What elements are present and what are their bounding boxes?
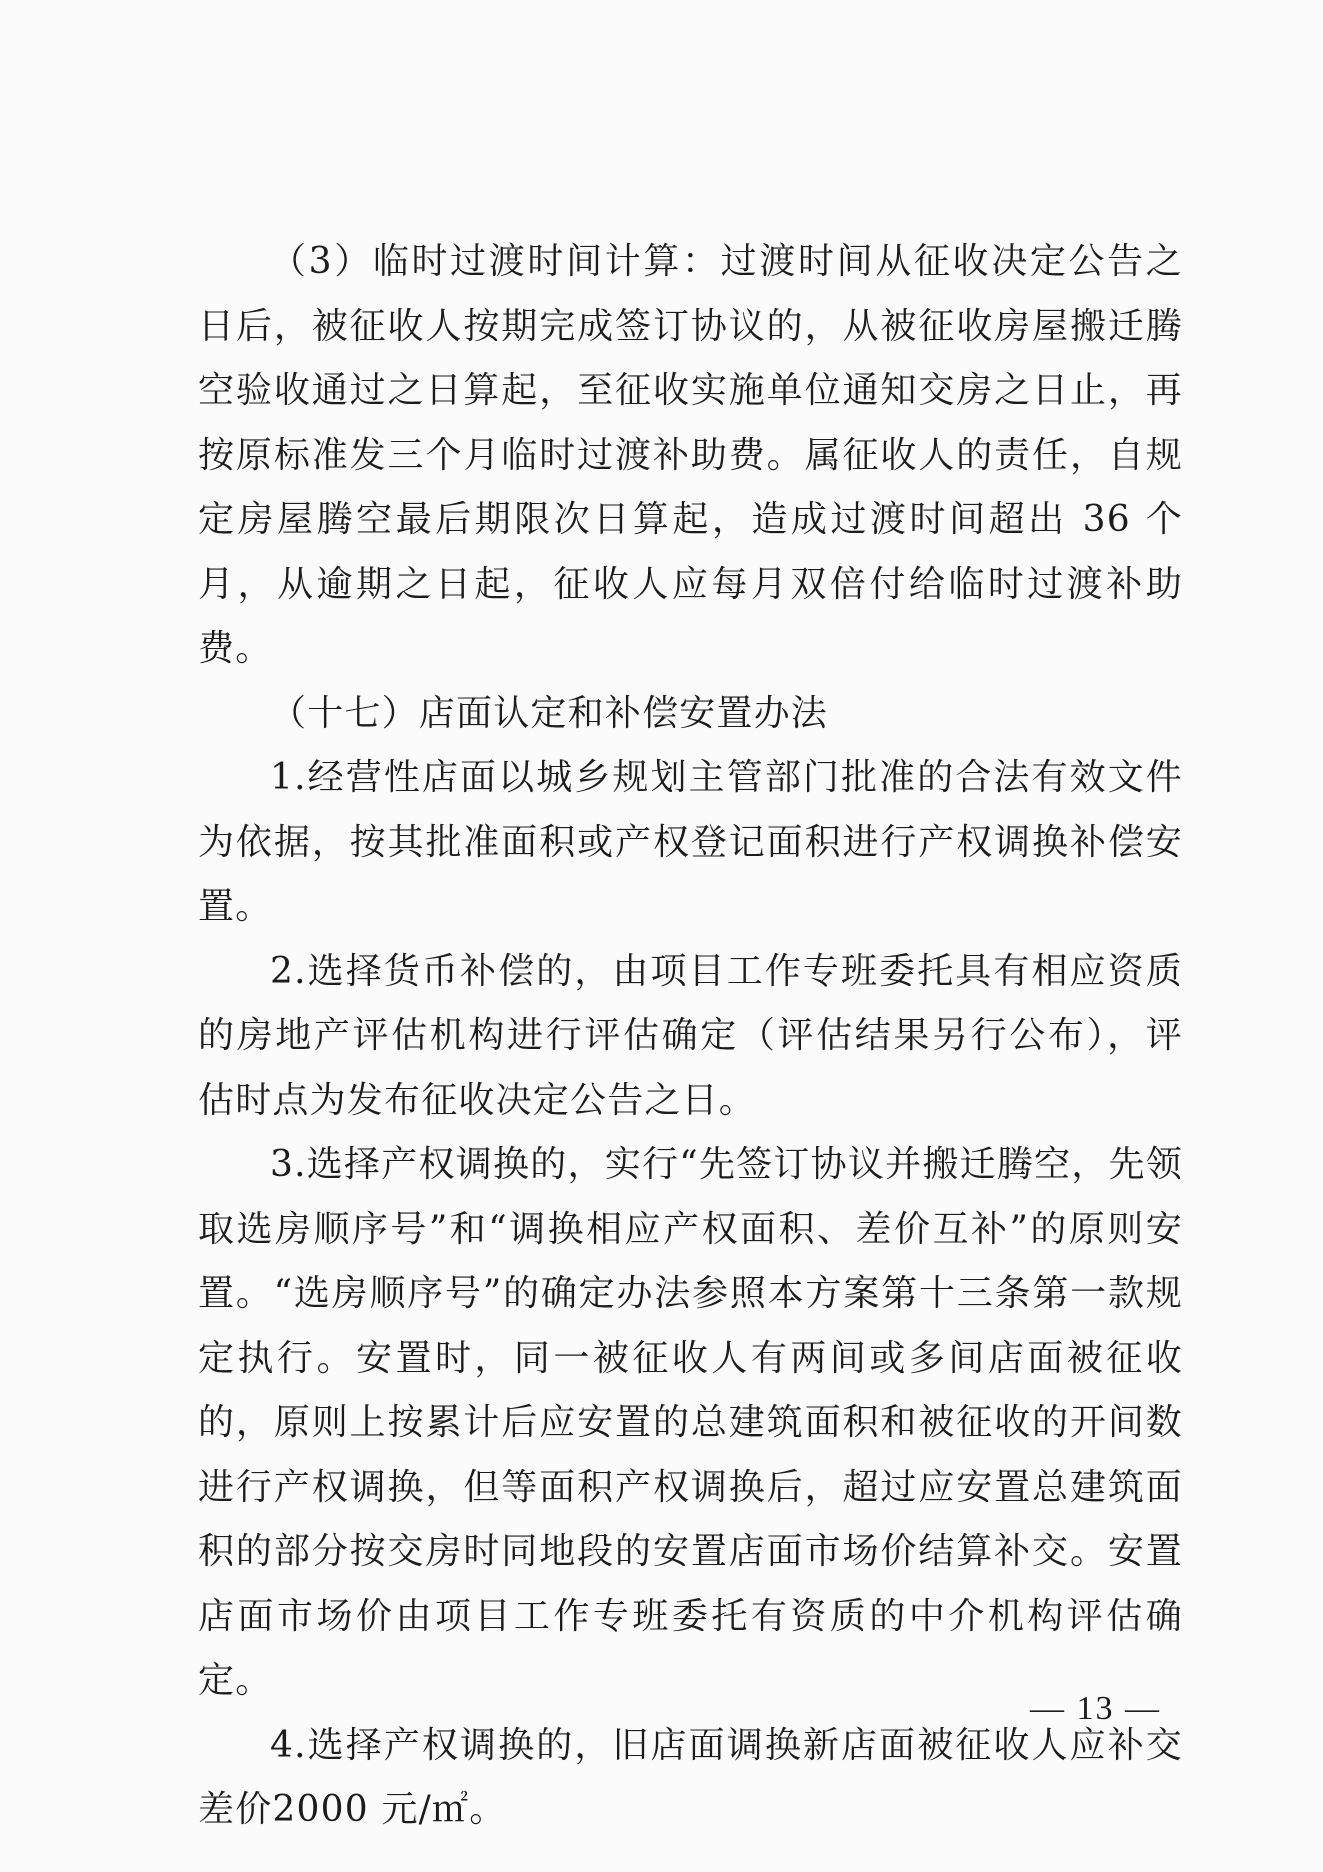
page-number: — 13 — bbox=[1030, 1690, 1161, 1727]
paragraph-transition-time: （3）临时过渡时间计算：过渡时间从征收决定公告之日后，被征收人按期完成签订协议的，从被征收房屋搬迁腾空验收通过之日算起，至征收实施单位通知交房之日止，再按原标准发三个月临时过渡补助费。属征收人的责任，自规定房屋腾空最后期限次日算起，造成过渡时间超出 36 个月，从逾期之日起，征收人应每月双倍付给临时过渡补助费。 bbox=[198, 241, 1183, 669]
section-heading-17: （十七）店面认定和补偿安置办法 bbox=[270, 692, 829, 734]
paragraph-item-1: 1.经营性店面以城乡规划主管部门批准的合法有效文件为依据，按其批准面积或产权登记面积进行产权调换补偿安置。 bbox=[198, 757, 1183, 927]
body-text bbox=[198, 230, 1183, 1843]
paragraph-item-3: 3.选择产权调换的，实行“先签订协议并搬迁腾空，先领取选房顺序号”和“调换相应产权面积、差价互补”的原则安置。“选房顺序号”的确定办法参照本方案第十三条第一款规定执行。安置时，同一被征收人有两间或多间店面被征收的，原则上按累计后应安置的总建筑面积和被征收的开间数进行产权调换，但等面积产权调换后，超过应安置总建筑面积的部分按交房时同地段的安置店面市场价结算补交。安置店面市场价由项目工作专班委托有资质的中介机构评估确定。 bbox=[198, 1144, 1183, 1701]
paragraph-item-2: 2.选择货币补偿的，由项目工作专班委托具有相应资质的房地产评估机构进行评估确定（评估结果另行公布），评估时点为发布征收决定公告之日。 bbox=[198, 950, 1183, 1121]
paragraph-item-4: 4.选择产权调换的，旧店面调换新店面被征收人应补交差价2000 元/㎡。 bbox=[198, 1724, 1183, 1830]
